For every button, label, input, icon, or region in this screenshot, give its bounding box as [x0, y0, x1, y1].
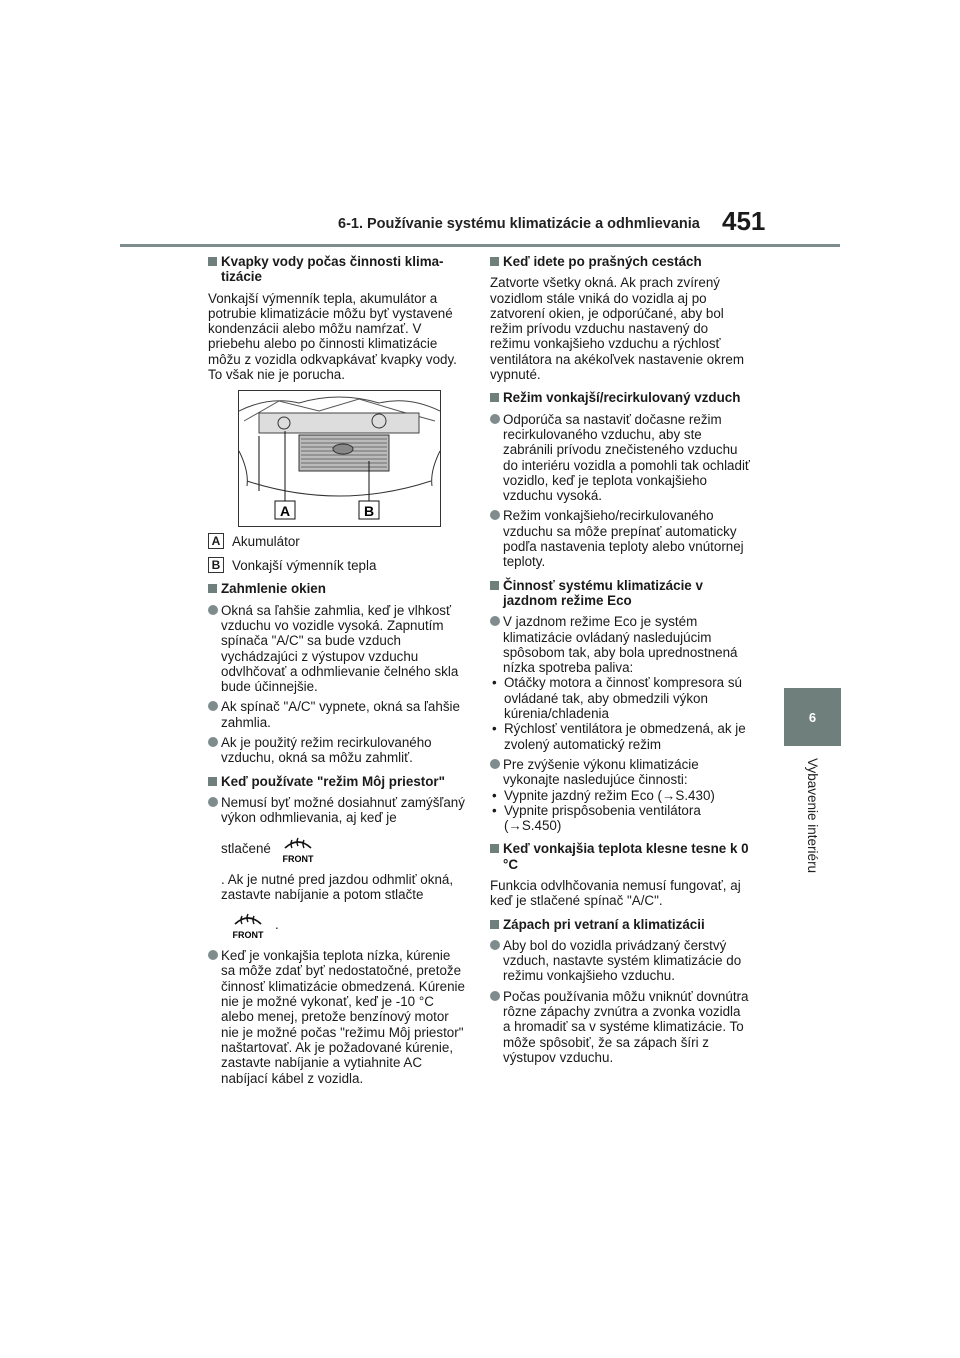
paragraph-near-zero: Funkcia odvlhčovania nemusí fungovať, aj keď je stlačené spínač "A/C". [490, 877, 741, 909]
round-bullet-icon [490, 510, 500, 520]
round-bullet-icon [208, 701, 218, 711]
chapter-number: 6 [808, 709, 817, 725]
square-bullet-icon [208, 257, 217, 266]
list-item: Pre zvýšenie výkonu klimatizácie vykonajte nasledujúce činnosti: [490, 757, 750, 788]
defroster-instruction: . Ak je nutné pred jazdou odhmliť okná, zastavte nabíjanie a potom stlačte [221, 871, 454, 902]
svg-text:FRONT: FRONT [282, 853, 314, 864]
section-title-near-zero: Keď vonkajšia teplota klesne tesne k 0 °C [490, 841, 750, 872]
header-rule [120, 244, 840, 247]
section-title-eco-mode: Činnosť systému klimatizácie v jazdnom režime Eco [490, 578, 750, 609]
legend-item-b [208, 557, 468, 573]
pressed-defroster-row: stlačené FRONT [208, 832, 468, 866]
list-item: Aby bol do vozidla privádzaný čerstvý vzduch, nastavte systém klimatizácie do režimu vonkajšieho vzduchu. [490, 938, 750, 984]
sub-list-item: • Vypnite jazdný režim Eco (→S.430) [492, 787, 715, 803]
list-item: Keď je vonkajšia teplota nízka, kúrenie sa môže zdať byť nedostatočné, pretože činnosť klimatizácie obmedzená. Kúrenie nie je možné vykonať, keď je -10 °C alebo menej, pretože benzínový motor nie je možné počas "režimu Môj priestor" naštartovať. Ak je požadované kúrenie, zastavte nabíjanie a vytiahnite AC nabíjací kábel z vozidla. [208, 948, 468, 1086]
section-title-water-drops: Kvapky vody počas činnosti klima-tizácie [208, 254, 468, 285]
round-bullet-icon [208, 605, 218, 615]
sub-list-item: • Vypnite prispôsobenia ventilátora (→S.450) [492, 802, 701, 834]
list-item: Počas používania môžu vniknúť dovnútra rôzne zápachy zvnútra a zvonka vozidla a hromadiť sa v systéme klimatizácie. To môže spôsobiť, že sa zápach šíri z výstupov vzduchu. [490, 989, 750, 1065]
square-bullet-icon [490, 581, 499, 590]
figure-callout-b: B [363, 503, 375, 520]
round-bullet-icon [490, 414, 500, 424]
legend-item-a [208, 533, 468, 549]
square-bullet-icon [208, 584, 217, 593]
left-column [208, 254, 468, 1091]
round-bullet-icon [208, 950, 218, 960]
engine-bay-drawing [239, 391, 440, 526]
list-item: Okná sa ľahšie zahmlia, keď je vlhkosť vzduchu vo vozidle vysoká. Zapnutím spínača "A/C" sa bude vzduch vychádzajúci z výstupov vzduchu odvlhčovať a odhmlievanie čelného skla bude účinnejšie. [208, 603, 468, 695]
sub-list-item: • Rýchlosť ventilátora je obmedzená, ak je zvolený automatický režim [492, 721, 746, 752]
section-title-air-mode: Režim vonkajší/recirkulovaný vzduch [490, 390, 750, 405]
legend-label-a: A [208, 533, 224, 549]
legend-label-b: B [208, 557, 224, 573]
round-bullet-icon [490, 759, 500, 769]
square-bullet-icon [208, 777, 217, 786]
list-item: Ak spínač "A/C" vypnete, okná sa ľahšie zahmlia. [208, 699, 468, 730]
legend-text-a: Akumulátor [232, 533, 300, 549]
legend-text-b: Vonkajší výmenník tepla [232, 557, 377, 573]
round-bullet-icon [208, 797, 218, 807]
square-bullet-icon [490, 920, 499, 929]
section-title-dusty-roads: Keď idete po prašných cestách [490, 254, 750, 269]
press-defroster-row: FRONT . [208, 908, 468, 942]
square-bullet-icon [490, 844, 499, 853]
sub-list-item: • Otáčky motora a činnosť kompresora sú ovládané tak, aby obmedzili výkon kúrenia/chladenia [492, 675, 742, 722]
svg-text:FRONT: FRONT [232, 930, 264, 941]
engine-bay-illustration [238, 390, 441, 527]
section-header-title: 6-1. Používanie systému klimatizácie a odhmlievania [338, 216, 700, 232]
square-bullet-icon [490, 257, 499, 266]
section-title-my-room-mode: Keď používate "režim Môj priestor" [208, 774, 468, 789]
list-item: Režim vonkajšieho/recirkulovaného vzduchu sa môže prepínať automaticky podľa nastavenia teploty alebo vnútornej teploty. [490, 508, 750, 569]
section-title-odors: Zápach pri vetraní a klimatizácii [490, 917, 750, 932]
chapter-tab [784, 688, 841, 746]
figure-callout-a: A [279, 503, 291, 520]
list-item: Nemusí byť možné dosiahnuť zamýšľaný výkon odhmlievania, aj keď je [208, 795, 468, 826]
section-title-fogging: Zahmlenie okien [208, 581, 468, 596]
right-column [490, 254, 750, 1070]
list-item: Ak je použitý režim recirkulovaného vzduchu, okná sa môžu zahmliť. [208, 735, 468, 766]
page-number: 451 [722, 206, 766, 236]
list-item: Odporúča sa nastaviť dočasne režim recirkulovaného vzduchu, aby ste zabránili prívodu znečisteného vzduchu do interiéru vozidla a pomohli tak ochladiť vozidlo, keď je teplota vonkajšieho vzduchu vysoká. [490, 412, 750, 504]
list-item: V jazdnom režime Eco je systém klimatizácie ovládaný nasledujúcim spôsobom tak, aby bola uprednostnená nízka spotreba paliva: [490, 614, 750, 675]
square-bullet-icon [490, 393, 499, 402]
round-bullet-icon [490, 616, 500, 626]
round-bullet-icon [208, 737, 218, 747]
round-bullet-icon [490, 940, 500, 950]
paragraph-dusty-roads: Zatvorte všetky okná. Ak prach zvírený vozidlom stále vniká do vozidla aj po zatvorení okien, je odporúčané, aby bol režim prívodu vzduchu nastavený do režimu vonkajšieho vzduchu a rýchlosť ventilátora na akékoľvek nastavenie okrem vypnuté. [490, 275, 745, 383]
front-defroster-icon [231, 908, 265, 942]
chapter-side-label: Vybavenie interiéru [805, 758, 820, 874]
round-bullet-icon [490, 991, 500, 1001]
paragraph-water-drops: Vonkajší výmenník tepla, akumulátor a potrubie klimatizácie môžu byť vystavené kondenzácii alebo môžu namŕzať. V priebehu alebo po činnosti klimatizácie môžu z vozidla odkvapkávať kvapky vody. To však nie je porucha. [208, 290, 457, 383]
front-defroster-icon [281, 832, 315, 866]
